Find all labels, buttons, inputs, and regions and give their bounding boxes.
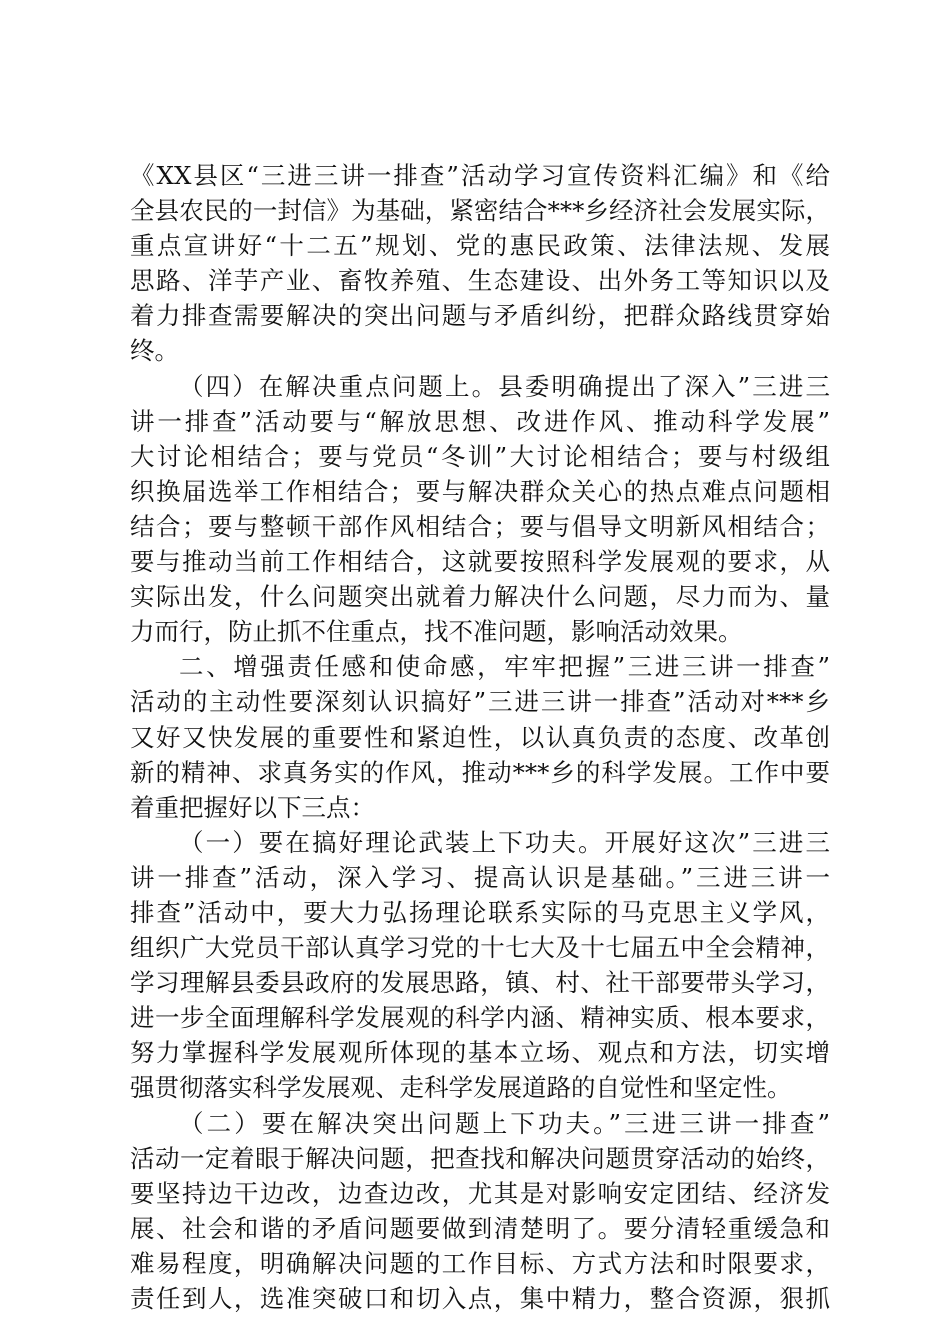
text-line: 大讨论相结合；要与党员“冬训”大讨论相结合；要与村级组: [130, 441, 830, 471]
text-line: 难易程度，明确解决问题的工作目标、方式方法和时限要求，: [130, 1248, 830, 1278]
text-line: （二）要在解决突出问题上下功夫。”三进三讲一排查”: [179, 1108, 830, 1138]
text-line: 织换届选举工作相结合；要与解决群众关心的热点难点问题相: [130, 476, 830, 506]
text-line: 进一步全面理解科学发展观的科学内涵、精神实质、根本要求，: [130, 1003, 830, 1033]
text-line: 思路、洋芋产业、畜牧养殖、生态建设、出外务工等知识以及: [130, 266, 830, 296]
text-line: 活动的主动性要深刻认识搞好”三进三讲一排查”活动对***乡: [130, 687, 830, 717]
text-line: 排查”活动中，要大力弘扬理论联系实际的马克思主义学风，: [130, 897, 830, 927]
text-line: 又好又快发展的重要性和紧迫性，以认真负责的态度、改革创: [130, 722, 830, 752]
text-line: 实际出发，什么问题突出就着力解决什么问题，尽力而为、量: [130, 582, 830, 612]
text-line: 学习理解县委县政府的发展思路，镇、村、社干部要带头学习，: [130, 968, 830, 998]
text-line: 要与推动当前工作相结合，这就要按照科学发展观的要求，从: [130, 547, 830, 577]
text-line: 二、增强责任感和使命感，牢牢把握”三进三讲一排查”: [179, 652, 830, 682]
text-line: 展、社会和谐的矛盾问题要做到清楚明了。要分清轻重缓急和: [130, 1213, 830, 1243]
text-line: 要坚持边干边改，边查边改，尤其是对影响安定团结、经济发: [130, 1178, 830, 1208]
document-body: [130, 158, 830, 1316]
text-line: 结合；要与整顿干部作风相结合；要与倡导文明新风相结合；: [130, 511, 830, 541]
text-line: （一）要在搞好理论武装上下功夫。开展好这次”三进三: [179, 827, 830, 857]
text-line: 着力排查需要解决的突出问题与矛盾纠纷，把群众路线贯穿始: [130, 301, 830, 331]
text-line: （四）在解决重点问题上。县委明确提出了深入”三进三: [179, 371, 830, 401]
text-line: 新的精神、求真务实的作风，推动***乡的科学发展。工作中要: [130, 757, 830, 787]
text-line: 《XX县区“三进三讲一排查”活动学习宣传资料汇编》和《给: [130, 161, 830, 190]
text-line: 强贯彻落实科学发展观、走科学发展道路的自觉性和坚定性。: [130, 1073, 792, 1103]
text-line: 努力掌握科学发展观所体现的基本立场、观点和方法，切实增: [130, 1038, 830, 1068]
text-line: 责任到人，选准突破口和切入点，集中精力，整合资源，狠抓: [130, 1284, 830, 1313]
text-line: 组织广大党员干部认真学习党的十七大及十七届五中全会精神，: [130, 933, 830, 963]
text-line: 终。: [130, 336, 179, 366]
text-line: 全县农民的一封信》为基础，紧密结合***乡经济社会发展实际，: [130, 196, 830, 226]
text-line: 讲一排查”活动要与“解放思想、改进作风、推动科学发展”: [130, 406, 830, 436]
text-line: 重点宣讲好“十二五”规划、党的惠民政策、法律法规、发展: [130, 231, 830, 261]
text-line: 讲一排查”活动，深入学习、提高认识是基础。”三进三讲一: [130, 862, 830, 892]
text-line: 着重把握好以下三点：: [130, 792, 375, 822]
text-line: 活动一定着眼于解决问题，把查找和解决问题贯穿活动的始终，: [130, 1143, 830, 1173]
text-line: 力而行，防止抓不住重点，找不准问题，影响活动效果。: [130, 617, 743, 647]
